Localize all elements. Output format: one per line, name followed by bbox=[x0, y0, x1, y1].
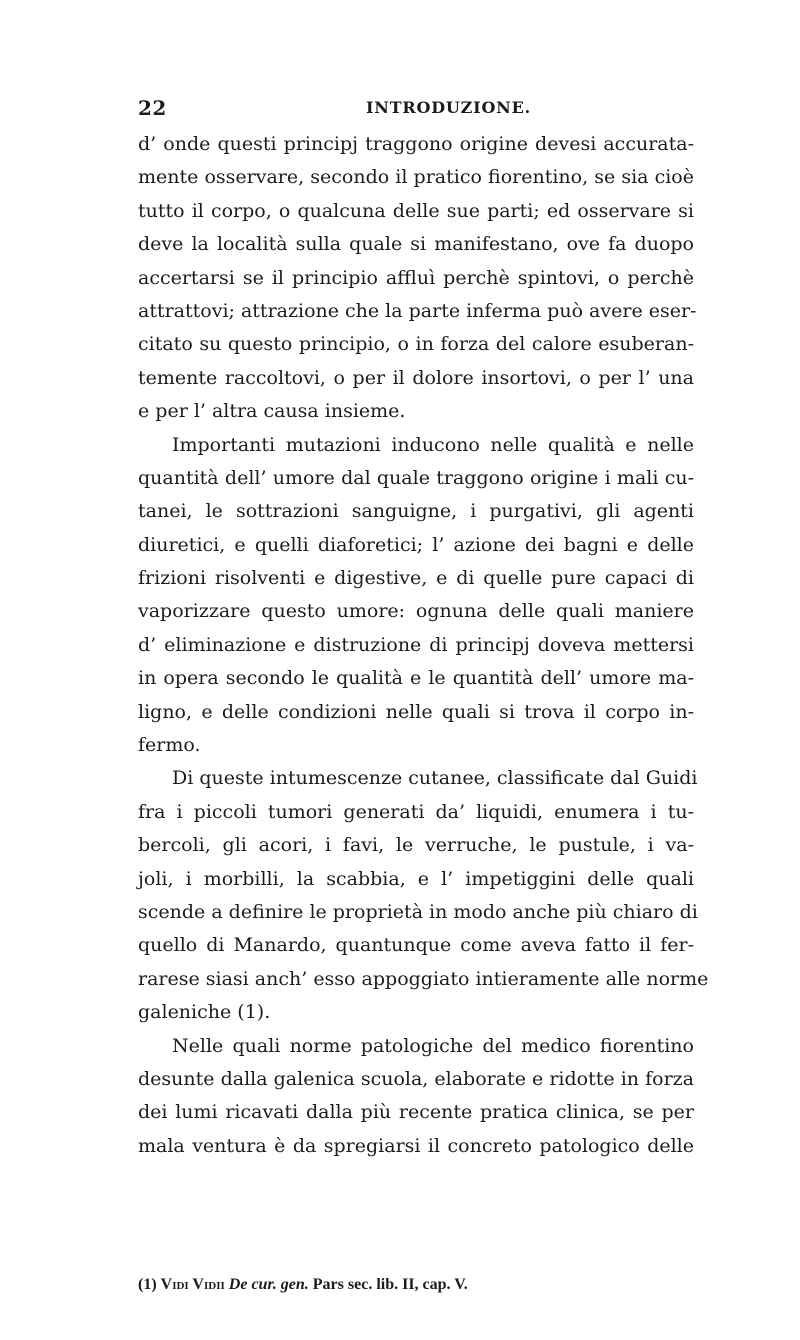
text-line: ligno, e delle condizioni nelle quali si trova il corpo in- bbox=[138, 700, 694, 723]
text-line: tanei, le sottrazioni sanguigne, i purgativi, gli agenti bbox=[138, 500, 694, 523]
text-line: quello di Manardo, quantunque come aveva fatto il fer- bbox=[138, 934, 694, 957]
text-line: fermo. bbox=[138, 734, 201, 757]
text-line: attrattovi; attrazione che la parte inferma può avere eser- bbox=[138, 299, 697, 322]
text-line: deve la località sulla quale si manifestano, ove fa duopo bbox=[138, 233, 694, 256]
text-line: mente osservare, secondo il pratico fiorentino, se sia cioè bbox=[138, 166, 694, 189]
text-line: d’ onde questi principj traggono origine devesi accurata- bbox=[138, 133, 694, 155]
text-line: in opera secondo le qualità e le quantità dell’ umore ma- bbox=[138, 667, 694, 690]
text-line: Di queste intumescenze cutanee, classificate dal Guidi bbox=[172, 767, 698, 790]
text-line: Importanti mutazioni inducono nelle qualità e nelle bbox=[172, 433, 694, 456]
text-line: Nelle quali norme patologiche del medico fiorentino bbox=[172, 1034, 694, 1057]
text-line: fra i piccoli tumori generati da’ liquidi, enumera i tu- bbox=[138, 800, 694, 823]
text-line: joli, i morbilli, la scabbia, e l’ impetiggini delle quali bbox=[138, 867, 694, 890]
body-text bbox=[138, 128, 709, 1163]
text-line: e per l’ altra causa insieme. bbox=[138, 400, 406, 423]
text-line: vaporizzare questo umore: ognuna delle quali maniere bbox=[138, 600, 694, 623]
text-line: frizioni risolventi e digestive, e di quelle pure capaci di bbox=[138, 567, 694, 590]
text-line: galeniche (1). bbox=[138, 1001, 271, 1024]
text-line: quantità dell’ umore dal quale traggono origine i mali cu- bbox=[138, 466, 694, 489]
running-head: INTRODUZIONE. bbox=[366, 98, 531, 117]
footnote-marker: (1) bbox=[138, 1276, 157, 1293]
text-line: bercoli, gli acori, i favi, le verruche, le pustule, i va- bbox=[138, 834, 694, 857]
text-line: dei lumi ricavati dalla più recente pratica clinica, se per bbox=[138, 1101, 694, 1124]
page-number: 22 bbox=[138, 96, 167, 120]
text-line: desunte dalla galenica scuola, elaborate e ridotte in forza bbox=[138, 1067, 694, 1090]
text-line: diuretici, e quelli diaforetici; l’ azione dei bagni e delle bbox=[138, 533, 694, 556]
text-line: accertarsi se il principio affluì perchè spintovi, o perchè bbox=[138, 266, 694, 289]
footnote bbox=[138, 1274, 694, 1296]
page-header bbox=[138, 96, 694, 120]
footnote-author: Vidi Vidii bbox=[160, 1276, 225, 1293]
footnote-title: De cur. gen. bbox=[228, 1276, 309, 1293]
text-line: rarese siasi anch’ esso appoggiato intieramente alle norme bbox=[138, 967, 709, 990]
footnote-reference: Pars sec. lib. II, cap. V. bbox=[312, 1276, 468, 1293]
text-line: temente raccoltovi, o per il dolore insortovi, o per l’ una bbox=[138, 366, 694, 389]
text-line: citato su questo principio, o in forza del calore esuberan- bbox=[138, 333, 694, 356]
text-line: tutto il corpo, o qualcuna delle sue parti; ed osservare si bbox=[138, 199, 694, 222]
text-line: d’ eliminazione e distruzione di principj doveva mettersi bbox=[138, 633, 694, 656]
text-line: mala ventura è da spregiarsi il concreto patologico delle bbox=[138, 1134, 694, 1157]
text-line: scende a definire le proprietà in modo anche più chiaro di bbox=[138, 900, 698, 923]
